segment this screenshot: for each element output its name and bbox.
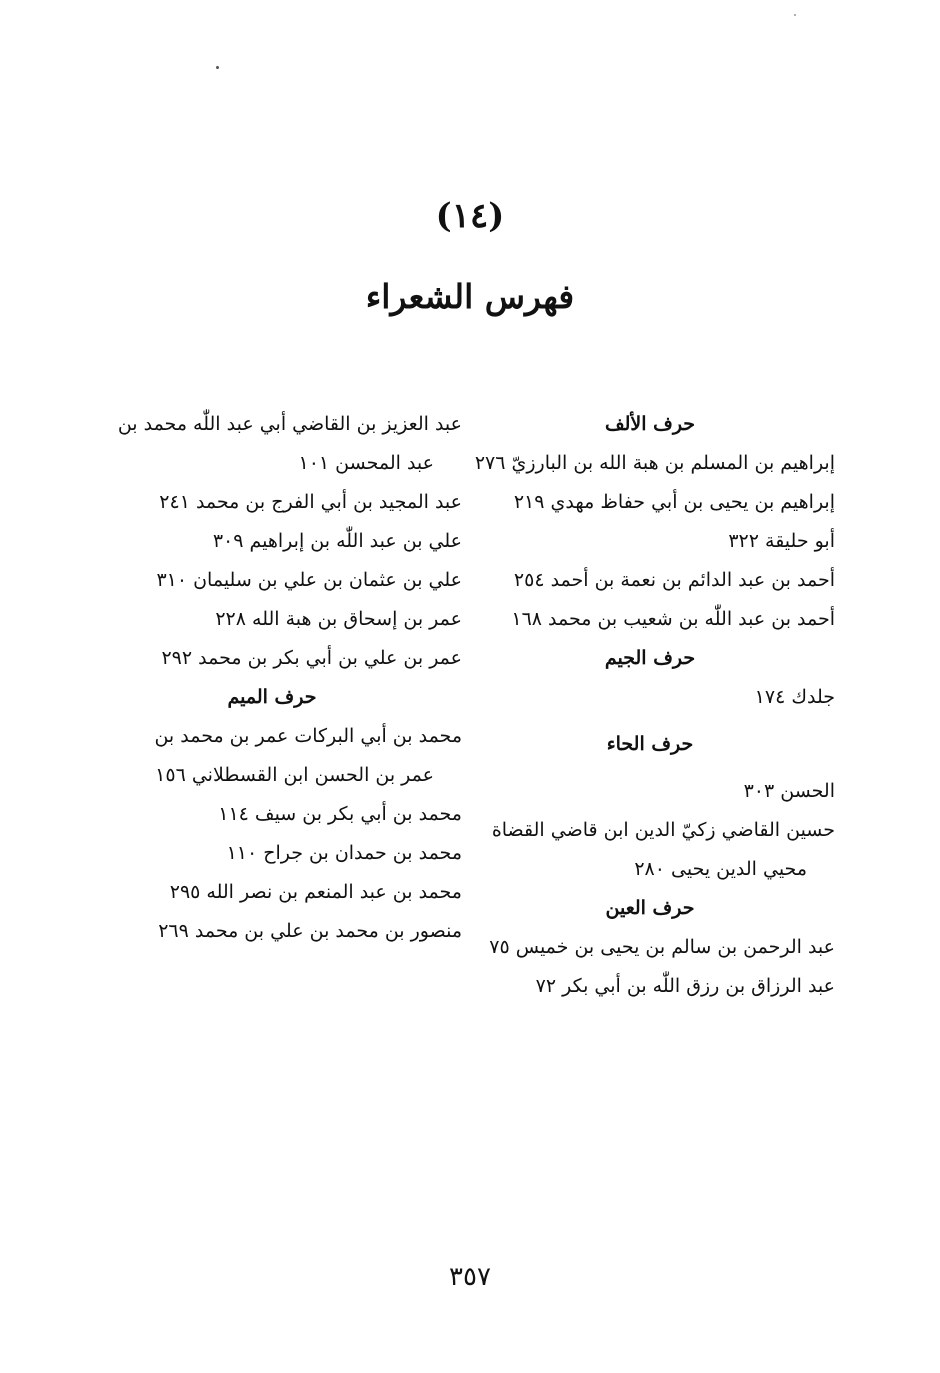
index-entry: عبد الرحمن بن سالم بن يحيى بن خميس ٧٥: [489, 936, 835, 958]
index-entry-continuation: عبد المحسن ١٠١: [298, 452, 434, 474]
letter-heading-alif: حرف الألف: [604, 413, 696, 435]
scan-speck: [794, 14, 796, 16]
letter-heading-ayn: حرف العين: [605, 897, 695, 919]
index-entry: محمد بن أبي بكر بن سيف ١١٤: [218, 803, 462, 825]
index-column-left: [82, 405, 462, 951]
index-entry: علي بن عثمان بن علي بن سليمان ٣١٠: [156, 569, 462, 591]
index-column-right: [465, 405, 835, 1006]
index-entry: عبد الرزاق بن رزق اللّٰه بن أبي بكر ٧٢: [535, 975, 835, 997]
index-entry: أبو حليقة ٣٢٢: [728, 530, 835, 552]
index-entry-continuation: محيي الدين يحيى ٢٨٠: [634, 858, 807, 880]
letter-heading-mim: حرف الميم: [227, 686, 317, 708]
letter-heading-jim: حرف الجيم: [604, 647, 696, 669]
letter-heading-ha: حرف الحاء: [606, 733, 694, 755]
index-entry: محمد بن عبد المنعم بن نصر الله ٢٩٥: [169, 881, 462, 903]
index-entry: عبد المجيد بن أبي الفرج بن محمد ٢٤١: [159, 491, 462, 513]
index-entry: علي بن عبد اللّٰه بن إبراهيم ٣٠٩: [212, 530, 462, 552]
index-entry: محمد بن حمدان بن جراح ١١٠: [226, 842, 462, 864]
index-entry: منصور بن محمد بن علي بن محمد ٢٦٩: [158, 920, 462, 942]
index-entry: حسين القاضي زكيّ الدين ابن قاضي القضاة: [491, 819, 835, 841]
index-entry-continuation: عمر بن الحسن ابن القسطلاني ١٥٦: [155, 764, 434, 786]
index-entry: جلدك ١٧٤: [754, 686, 835, 708]
page-number: ٣٥٧: [449, 1262, 491, 1292]
index-entry: إبراهيم بن المسلم بن هبة الله بن البارزيّ ٢٧٦: [474, 452, 835, 474]
section-number: (١٤): [435, 196, 505, 236]
index-entry: عبد العزيز بن القاضي أبي عبد اللّٰه محمد بن: [117, 413, 462, 435]
index-entry: عمر بن علي بن أبي بكر بن محمد ٢٩٢: [161, 647, 462, 669]
page-title: فهرس الشعراء: [365, 277, 575, 316]
index-entry: أحمد بن عبد الدائم بن نعمة بن أحمد ٢٥٤: [513, 569, 835, 591]
index-entry: أحمد بن عبد اللّٰه بن شعيب بن محمد ١٦٨: [511, 608, 835, 630]
index-entry: محمد بن أبي البركات عمر بن محمد بن: [154, 725, 462, 747]
index-entry: الحسن ٣٠٣: [743, 780, 835, 802]
index-entry: عمر بن إسحاق بن هبة الله ٢٢٨: [215, 608, 462, 630]
index-entry: إبراهيم بن يحيى بن أبي حفاظ مهدي ٢١٩: [513, 491, 835, 513]
scan-speck: [216, 66, 219, 69]
